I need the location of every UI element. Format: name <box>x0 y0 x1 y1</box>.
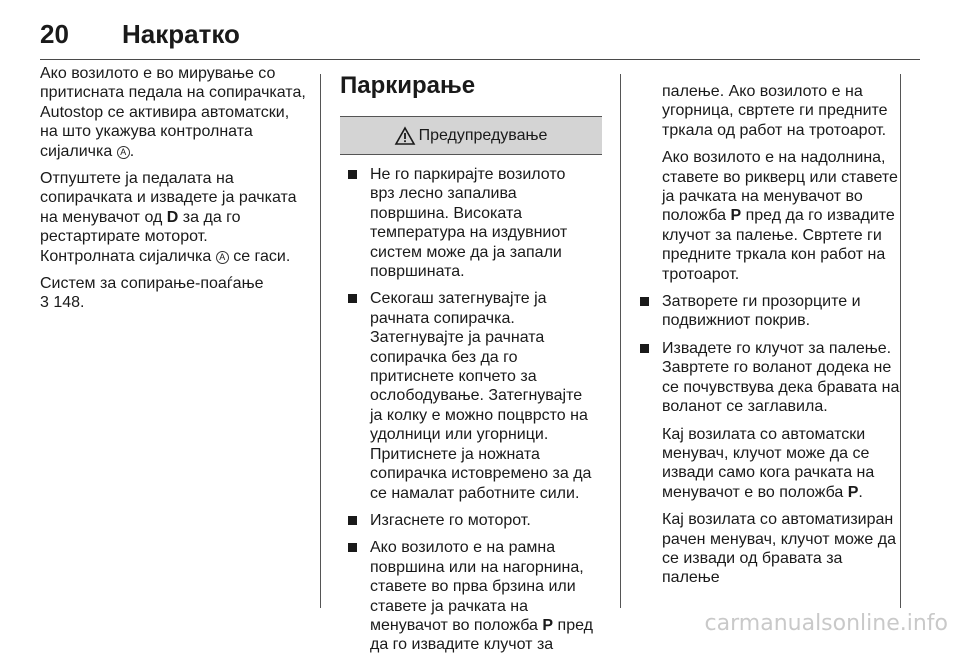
bullet-icon <box>348 516 357 525</box>
page-header <box>40 14 240 54</box>
automatic-transmission-note: Кај возилата со автоматски менувач, клучот може да се извади само кога рачката на менувачот е во положба P. <box>662 425 875 501</box>
page-title: Накратко <box>122 18 240 49</box>
column-divider-2 <box>620 74 621 608</box>
bullet-icon <box>640 344 649 353</box>
list-item: Ако возилото е на рамна површина или на нагорнина, ставете во прва брзина или ставете ја рачката на менувачот во положба P пред да го извадите клучот за <box>348 538 594 654</box>
continued-paragraph: палење. Ако возилото е на угорница, свртете ги предните тркала од работ на тротоарот. <box>662 83 888 139</box>
list-item: Изгаснете го моторот. <box>348 511 594 530</box>
autostop-indicator-icon: A <box>117 146 130 159</box>
list-item: Секогаш затегнувајте ја рачната сопирачка. Затегнувајте ја рачната сопирачка без да го притиснете копчето за ослободување. Затегнувајте ја колку е можно поцврсто на удолници или угорници. Притиснете ја ножната сопирачка истовремено за да се намалат работните сили. <box>348 289 594 502</box>
automated-manual-note: Кај возилата со автоматизиран рачен менувач, клучот може да се извади од бравата за палење <box>662 511 896 587</box>
autostop-paragraph: Ако возилото е во мирување со притисната педала на сопирачката, Autostop се активира автоматски, на што укажува контролната сијаличка A . <box>40 65 306 160</box>
warning-header <box>340 117 602 155</box>
warning-title: Предупредување <box>418 126 548 144</box>
bullet-icon <box>348 294 357 303</box>
cross-reference: Систем за сопирање-поаѓање 3 148. <box>40 275 264 312</box>
restart-paragraph: Отпуштете ја педалата на сопирачката и извадете ја рачката на менувачот од D за да го рестартирате моторот. Контролната сијаличка A се гаси. <box>40 170 297 265</box>
watermark: carmanualsonline.info <box>704 611 948 636</box>
warning-body <box>340 155 602 655</box>
page-reference-link[interactable]: 3 148. <box>40 294 85 312</box>
bullet-icon <box>348 543 357 552</box>
section-title-parking: Паркирање <box>340 72 476 99</box>
header-divider <box>40 59 920 60</box>
list-item: Затворете ги прозорците и подвижниот покрив. <box>640 292 902 331</box>
bullet-icon <box>640 297 649 306</box>
column-2 <box>340 62 602 663</box>
column-1 <box>40 64 306 321</box>
list-item: Извадете го клучот за палење. Завртете го воланот додека не се почувствува дека бравата на воланот се заглавила. <box>640 339 902 417</box>
autostop-indicator-icon: A <box>216 251 229 264</box>
bullet-icon <box>348 170 357 179</box>
list-item: Не го паркирајте возилото врз лесно запалива површина. Високата температура на издувниот систем може да ја запали површината. <box>348 165 594 281</box>
column-divider-1 <box>320 74 321 608</box>
warning-triangle-icon <box>395 127 415 145</box>
warning-box <box>340 116 602 655</box>
downhill-paragraph: Ако возилото е на надолнина, ставете во рикверц или ставете ја рачката на менувачот во положба P пред да го извадите клучот за палење. Свртете ги предните тркала кон работ на тротоарот. <box>662 149 898 283</box>
page-number: 20 <box>40 18 69 49</box>
column-3 <box>640 82 902 596</box>
